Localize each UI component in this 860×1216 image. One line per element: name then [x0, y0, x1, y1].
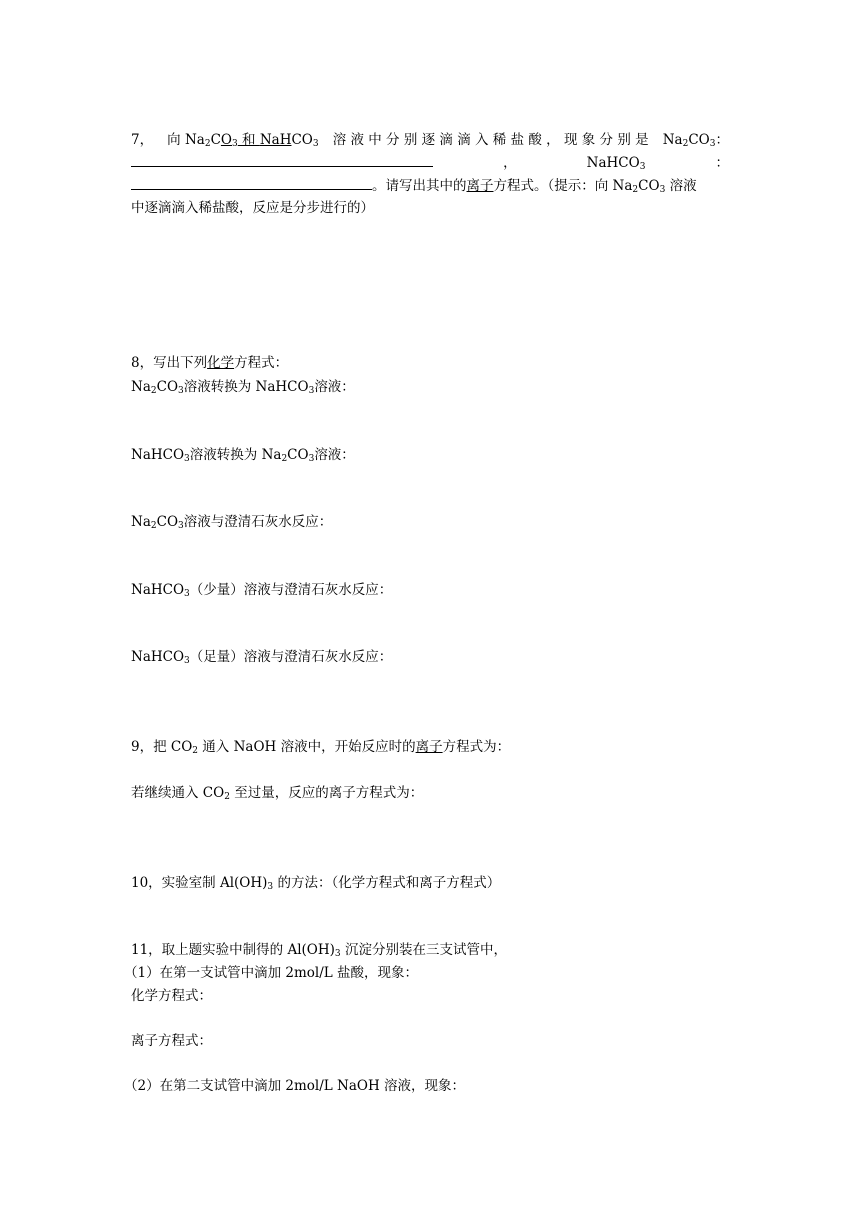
- q11-ionic-equation-label: 离子方程式：: [131, 1033, 212, 1049]
- q7-line-4: 中逐滴滴入稀盐酸，反应是分步进行的）: [131, 200, 374, 216]
- q7-line-3: 。请写出其中的离子方程式。（提示：向 $Na_2CO_3$ 溶液: [131, 177, 729, 195]
- q9-line-1: 9，把 $CO_2$ 通入 NaOH 溶液中，开始反应时的离子方程式为：: [131, 739, 511, 756]
- q10-line: 10，实验室制 $Al(OH)_3$ 的方法：（化学方程式和离子方程式）: [131, 875, 501, 892]
- q11-line-1: 11，取上题实验中制得的 $Al(OH)_3$ 沉淀分别装在三支试管中，: [131, 942, 507, 959]
- q9-line-2: 若继续通入 $CO_2$ 至过量，反应的离子方程式为：: [131, 785, 424, 802]
- answer-blank-na2co3[interactable]: [131, 154, 433, 167]
- q8-title: 8，写出下列化学方程式：: [131, 355, 289, 371]
- q8-item-4: NaHCO$_3$（少量）溶液与澄清石灰水反应：: [131, 582, 393, 599]
- q7-line-2: ， NaHCO$_3$ ：: [131, 154, 729, 172]
- q8-item-3: $Na_2CO_3$溶液与澄清石灰水反应：: [131, 514, 333, 531]
- q8-item-1: $Na_2CO_3$溶液转换为 NaHCO$_3$溶液：: [131, 379, 355, 396]
- q7-line-1: 7， 向 $Na_2CO_3$ 和 NaHCO$_3$ 溶 液 中 分 别 逐 滴 滴 入 稀 盐 酸 ， 现 象 分 别 是 $Na_2CO_3$：: [131, 132, 729, 149]
- q11-part-2: （2）在第二支试管中滴加 2mol/L NaOH 溶液，现象：: [124, 1078, 466, 1094]
- q11-part-1: （1）在第一支试管中滴加 2mol/L 盐酸，现象：: [124, 965, 419, 981]
- q8-item-5: NaHCO$_3$（足量）溶液与澄清石灰水反应：: [131, 649, 393, 666]
- answer-blank-nahco3[interactable]: [131, 177, 372, 190]
- question-number: 7，: [131, 132, 154, 148]
- q8-item-2: NaHCO$_3$溶液转换为 $Na_2CO_3$溶液：: [131, 447, 355, 464]
- q11-chemical-equation-label: 化学方程式：: [131, 988, 212, 1004]
